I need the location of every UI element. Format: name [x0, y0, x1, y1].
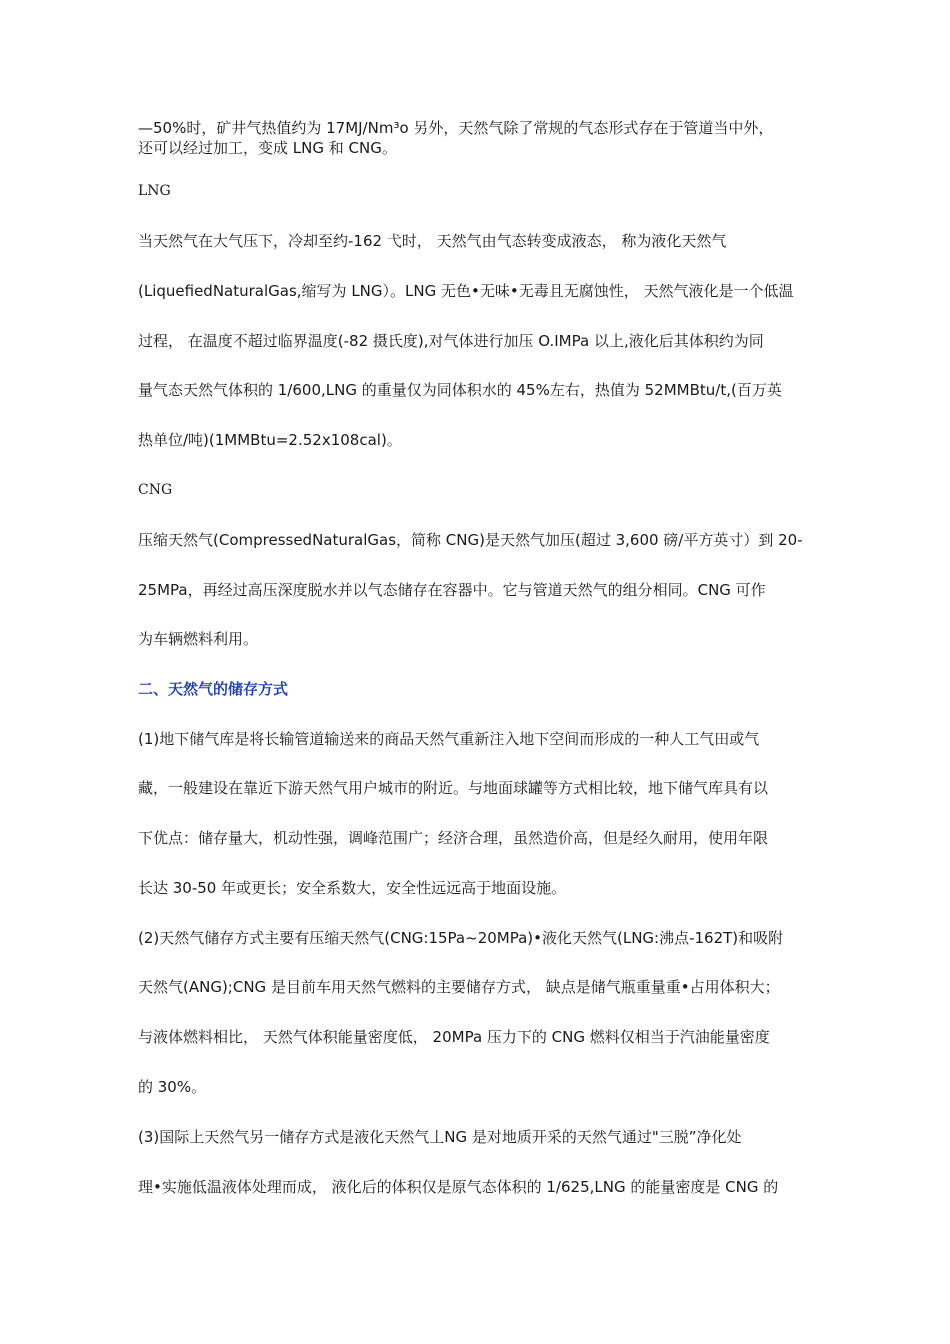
- para2-line-3: 与液体燃料相比， 天然气体积能量密度低， 20MPa 压力下的 CNG 燃料仅相当于汽油能量密度: [138, 1028, 770, 1046]
- section-heading-storage: 二、天然气的储存方式: [138, 680, 289, 698]
- para2-line-1: (2)天然气储存方式主要有压缩天然气(CNG:15Pa~20MPa)•液化天然气(LNG:沸点-162T)和吸附: [138, 929, 784, 947]
- para1-line-4: 长达 30-50 年或更长；安全系数大，安全性远远高于地面设施。: [138, 879, 567, 897]
- lng-heading: LNG: [138, 183, 171, 199]
- cng-heading: CNG: [138, 482, 173, 498]
- lng-line-5: 热单位/吨)(1MMBtu=2.52x108cal)。: [138, 431, 402, 449]
- cng-line-3: 为车辆燃料利用。: [138, 630, 259, 648]
- lng-line-1: 当天然气在大气压下，冷却至约-162 弋时， 天然气由气态转变成液态， 称为液化天然气: [138, 232, 727, 250]
- lng-line-3: 过程， 在温度不超过临界温度(-82 摄氏度),对气体进行加压 O.IMPa 以上,液化后其体积约为同: [138, 332, 764, 350]
- lng-line-2: (LiquefiedNaturalGas,缩写为 LNG）。LNG 无色•无味•无毒且无腐蚀性， 天然气液化是一个低温: [138, 282, 794, 300]
- cng-line-1: 压缩天然气(CompressedNaturalGas，简称 CNG)是天然气加压(超过 3,600 磅/平方英寸）到 20-: [138, 531, 803, 549]
- para1-line-1: (1)地下储气库是将长输管道输送来的商品天然气重新注入地下空间而形成的一种人工气田或气: [138, 730, 760, 748]
- para1-line-2: 藏，一般建设在靠近下游天然气用户城市的附近。与地面球罐等方式相比较，地下储气库具有以: [138, 779, 769, 797]
- intro-line-1: —50%时，矿井气热值约为 17MJ/Nm³o 另外，天然气除了常规的气态形式存在于管道当中外，: [138, 119, 774, 137]
- cng-line-2: 25MPa，再经过高压深度脱水并以气态储存在容器中。它与管道天然气的组分相同。CNG 可作: [138, 581, 766, 599]
- para3-line-1: (3)国际上天然气另一储存方式是液化天然气丄NG 是对地质开采的天然气通过"三脱”净化处: [138, 1128, 742, 1146]
- lng-line-4: 量气态天然气体积的 1/600,LNG 的重量仅为同体积水的 45%左右，热值为 52MMBtu/t,(百万英: [138, 381, 782, 399]
- para2-line-2: 天然气(ANG);CNG 是目前车用天然气燃料的主要储存方式， 缺点是储气瓶重量重•占用体积大；: [138, 978, 780, 996]
- para1-line-3: 下优点：储存量大，机动性强，调峰范围广；经济合理，虽然造价高，但是经久耐用，使用年限: [138, 829, 769, 847]
- para2-line-4: 的 30%。: [138, 1078, 207, 1096]
- intro-line-2: 还可以经过加工，变成 LNG 和 CNG。: [138, 139, 397, 157]
- para3-line-2: 理•实施低温液体处理而成， 液化后的体积仅是原气态体积的 1/625,LNG 的能量密度是 CNG 的: [138, 1178, 779, 1196]
